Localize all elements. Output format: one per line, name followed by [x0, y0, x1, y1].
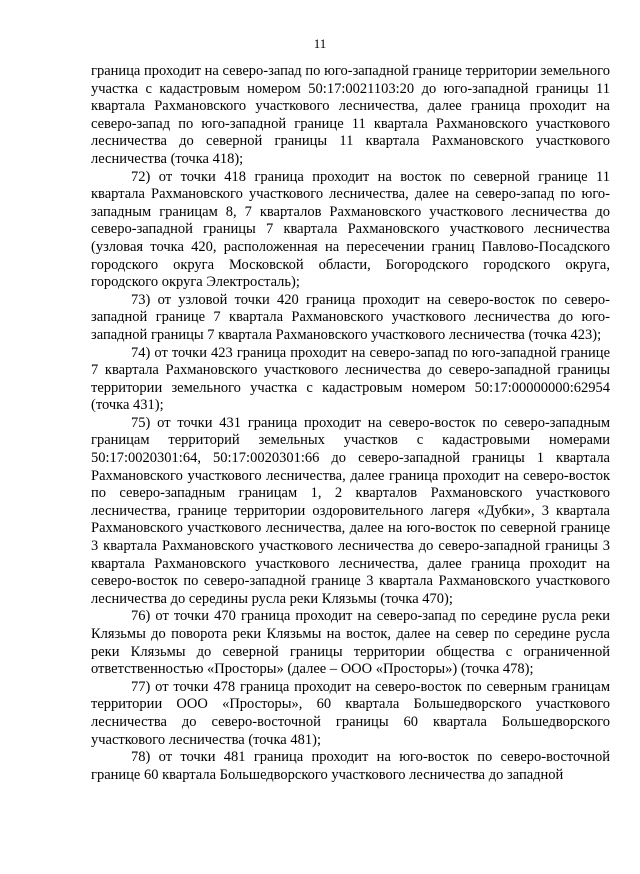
paragraph-item-73: 73) от узловой точки 420 граница проходит на северо-восток по северо-западной границе 7 квартала Рахмановского участкового лесничества до юго-западной границы 7 квартала Рахмановского участкового лесничества (точка 423);	[91, 291, 610, 343]
paragraph-item-75: 75) от точки 431 граница проходит на северо-восток по северо-западным границам территорий земельных участков с кадастровыми номерами 50:17:0020301:64, 50:17:0020301:66 до северо-западной границы 1 квартала Рахмановского участкового лесничества, далее граница проходит на северо-восток по северо-западным границам 1, 2 кварталов Рахмановского участкового лесничества, границе территории оздоровительного лагеря «Дубки», 3 квартала Рахмановского участкового лесничества, далее на юго-восток по северной границе 3 квартала Рахмановского участкового лесничества до северо-западной границы 3 квартала Рахмановского участкового лесничества, далее граница проходит на северо-восток по северо-западной границе 3 квартала Рахмановского участкового лесничества до середины русла реки Клязьмы (точка 470);	[91, 414, 610, 607]
paragraph-item-72: 72) от точки 418 граница проходит на восток по северной границе 11 квартала Рахмановского участкового лесничества, далее на северо-запад по юго-западным границам 8, 7 кварталов Рахмановского участкового лесничества до северо-западной границы 7 квартала Рахмановского участкового лесничества (узловая точка 420, расположенная на пересечении границ Павлово-Посадского городского округа Московской области, Богородского городского округа, городского округа Электросталь);	[91, 168, 610, 291]
paragraph-item-77: 77) от точки 478 граница проходит на северо-восток по северным границам территории ООО «Просторы», 60 квартала Большедворского участкового лесничества до северо-восточной границы 60 квартала Большедворского участкового лесничества (точка 481);	[91, 678, 610, 748]
paragraph-item-76: 76) от точки 470 граница проходит на северо-запад по середине русла реки Клязьмы до поворота реки Клязьмы на восток, далее на север по середине русла реки Клязьмы до северной границы территории общества с ограниченной ответственностью «Просторы» (далее – ООО «Просторы») (точка 478);	[91, 608, 610, 678]
paragraph-item-78: 78) от точки 481 граница проходит на юго-восток по северо-восточной границе 60 квартала Большедворского участкового лесничества до западной	[91, 749, 610, 783]
document-body	[91, 63, 610, 784]
paragraph-continuation: граница проходит на северо-запад по юго-западной границе территории земельного участка с кадастровым номером 50:17:0021103:20 до юго-западной границы 11 квартала Рахмановского участкового лесничества, далее граница проходит на северо-запад по юго-западной границе 11 квартала Рахмановского участкового лесничества до северной границы 11 квартала Рахмановского участкового лесничества (точка 418);	[91, 63, 610, 167]
page-number: 11	[313, 36, 327, 51]
paragraph-item-74: 74) от точки 423 граница проходит на северо-запад по юго-западной границе 7 квартала Рахмановского участкового лесничества до северо-западной границы территории земельного участка с кадастровым номером 50:17:00000000:62954 (точка 431);	[91, 344, 610, 414]
